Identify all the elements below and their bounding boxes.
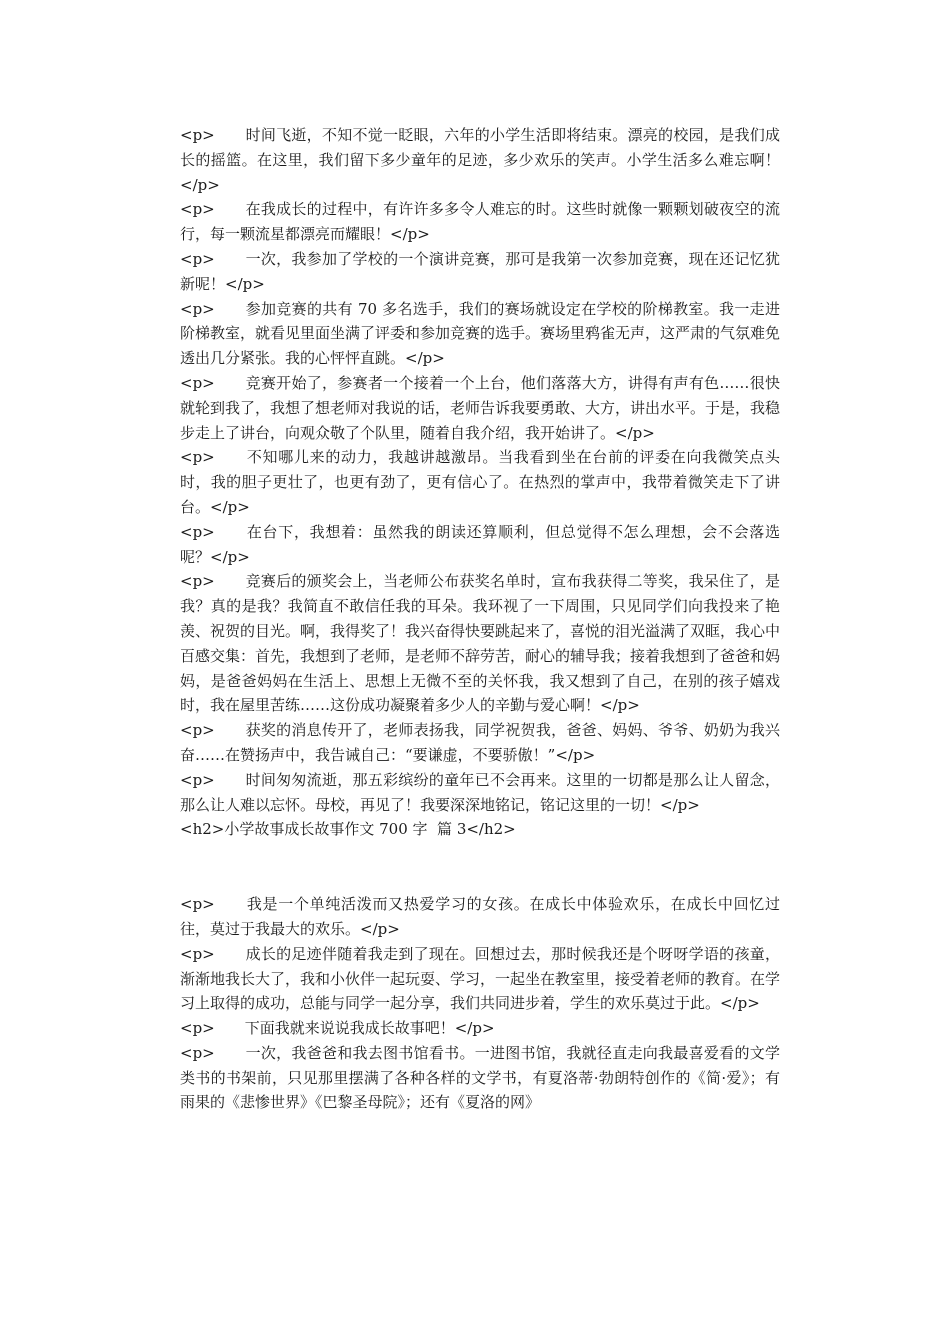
paragraph: <p> 在台下，我想着：虽然我的朗读还算顺利，但总觉得不怎么理想，会不会落选呢？</p> [180,522,780,566]
paragraph: <p> 成长的足迹伴随着我走到了现在。回想过去，那时候我还是个呀呀学语的孩童，渐渐地我长大了，我和小伙伴一起玩耍、学习，一起坐在教室里，接受着老师的教育。在学习上取得的成功，总能与同学一起分享，我们共同进步着，学生的欢乐莫过于此。</p> [180,944,781,1013]
paragraph: <p> 参加竞赛的共有 70 多名选手，我们的赛场就设定在学校的阶梯教室。我一走进阶梯教室，就看见里面坐满了评委和参加竞赛的选手。赛场里鸦雀无声，这严肃的气氛难免透出几分紧张。我的心怦怦直跳。</p> [180,299,781,368]
paragraph: <p> 不知哪儿来的动力，我越讲越激昂。当我看到坐在台前的评委在向我微笑点头时，我的胆子更壮了，也更有劲了，更有信心了。在热烈的掌声中，我带着微笑走下了讲台。</p> [180,448,780,516]
section-heading: <h2>小学故事成长故事作文 700 字 篇 3</h2> [180,820,516,839]
paragraph: <p> 我是一个单纯活泼而又热爱学习的女孩。在成长中体验欢乐，在成长中回忆过往，莫过于我最大的欢乐。</p> [180,895,780,938]
paragraph: <p> 时间匆匆流逝，那五彩缤纷的童年已不会再来。这里的一切都是那么让人留念，那么让人难以忘怀。母校，再见了！我要深深地铭记，铭记这里的一切！</p> [180,770,780,814]
paragraph: <p> 竞赛后的颁奖会上，当老师公布获奖名单时，宣布我获得二等奖，我呆住了，是我？真的是我？我简直不敢信任我的耳朵。我环视了一下周围，只见同学们向我投来了艳羡、祝贺的目光。啊，我得奖了！我兴奋得快要跳起来了，喜悦的泪光溢满了双眶，我心中百感交集：首先，我想到了老师，是老师不辞劳苦，耐心的辅导我；接着我想到了爸爸和妈妈，是爸爸妈妈在生活上、思想上无微不至的关怀我，我又想到了自己，在别的孩子嬉戏时，我在屋里苦练……这份成功凝聚着多少人的辛勤与爱心啊！</p> [180,572,781,715]
paragraph: <p> 获奖的消息传开了，老师表扬我，同学祝贺我，爸爸、妈妈、爷爷、奶奶为我兴奋……在赞扬声中，我告诫自己：“要谦虚，不要骄傲！”</p> [180,721,780,764]
paragraph: <p> 在我成长的过程中，有许许多多令人难忘的时。这些时就像一颗颗划破夜空的流行，每一颗流星都漂亮而耀眼！</p> [180,200,780,244]
paragraph: <p> 竞赛开始了，参赛者一个接着一个上台，他们落落大方，讲得有声有色……很快就轮到我了，我想了想老师对我说的话，老师告诉我要勇敢、大方，讲出水平。于是，我稳步走上了讲台，向观众敬了个队里，随着自我介绍，我开始讲了。</p> [180,373,781,442]
paragraph: <p> 时间飞逝，不知不觉一眨眼，六年的小学生活即将结束。漂亮的校园，是我们成长的摇篮。在这里，我们留下多少童年的足迹，多少欢乐的笑声。小学生活多么难忘啊！</p> [180,126,780,194]
section-spacer [180,842,780,892]
paragraph: <p> 下面我就来说说我成长故事吧！</p> [180,1019,495,1038]
paragraph: <p> 一次，我爸爸和我去图书馆看书。一进图书馆，我就径直走向我最喜爱看的文学类书的书架前，只见那里摆满了各种各样的文学书，有夏洛蒂·勃朗特创作的《简·爱》；有雨果的《悲惨世界》《巴黎圣母院》；还有《夏洛的网》 [180,1043,780,1112]
document-page [180,123,780,1115]
paragraph: <p> 一次，我参加了学校的一个演讲竞赛，那可是我第一次参加竞赛，现在还记忆犹新呢！</p> [180,249,780,293]
